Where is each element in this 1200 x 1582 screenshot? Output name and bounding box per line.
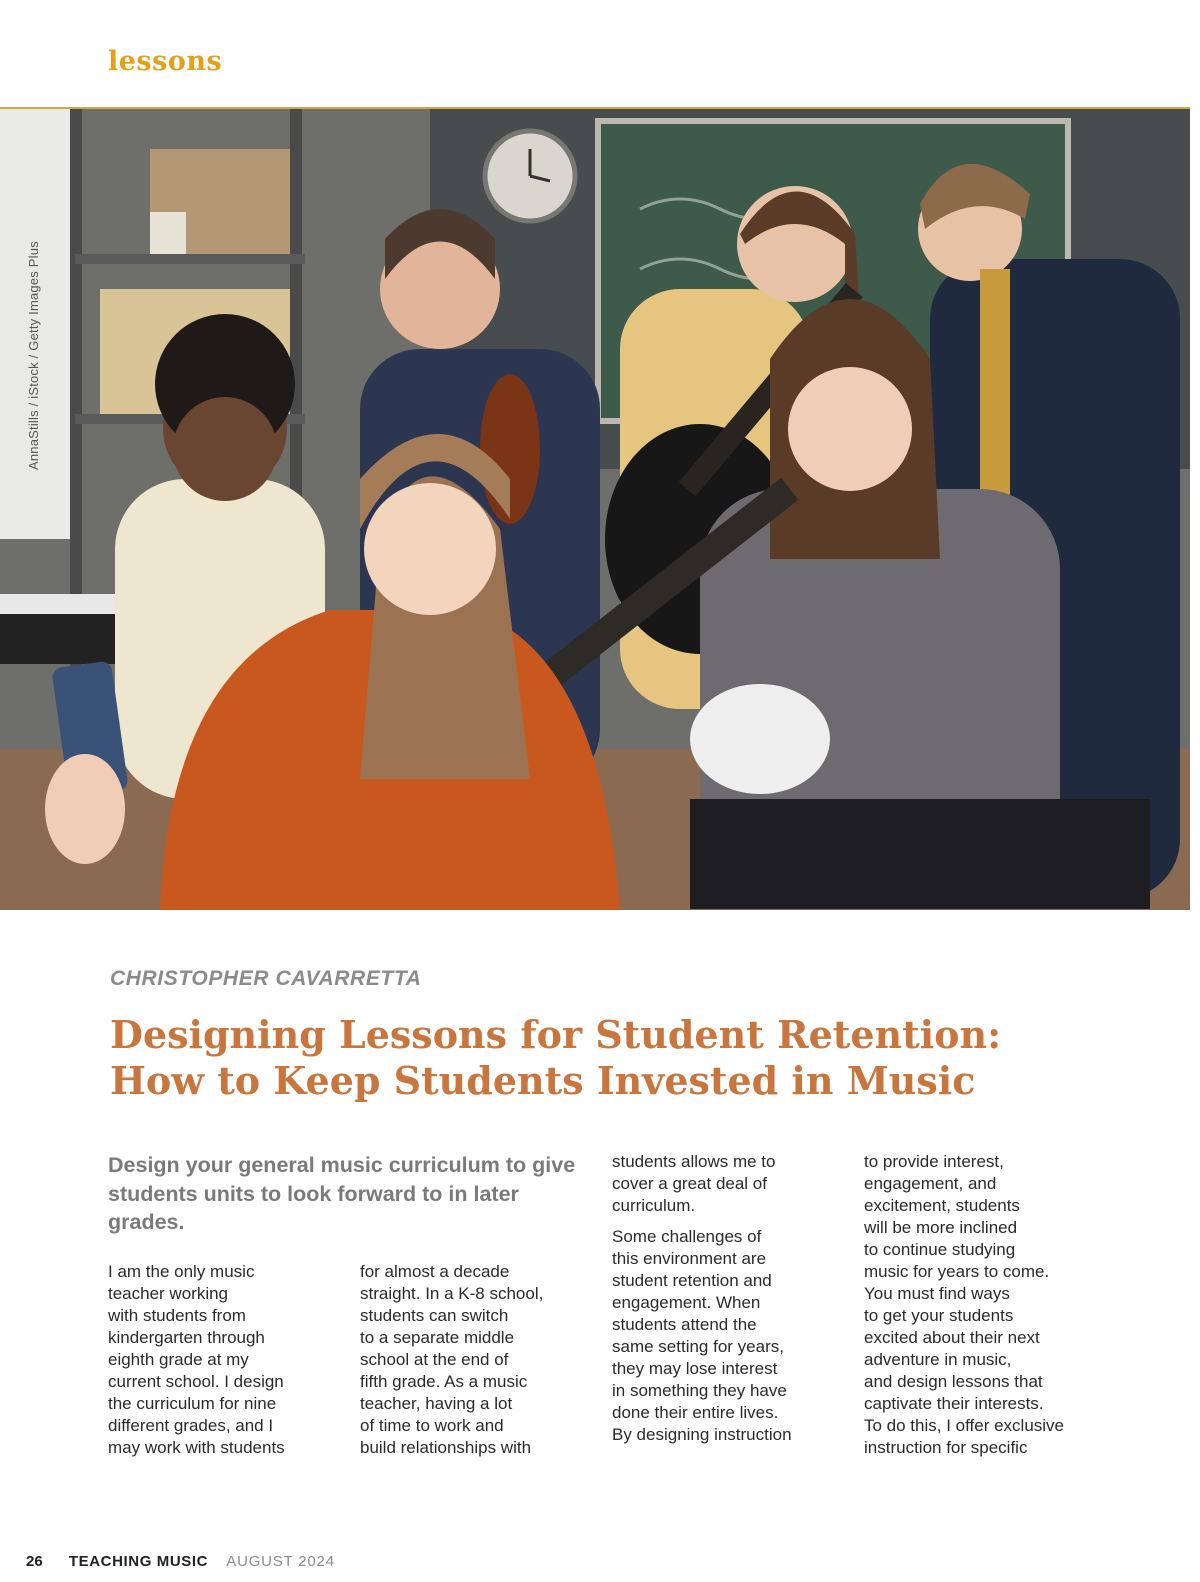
text-line: captivate their interests. — [864, 1394, 1044, 1413]
body-column-2 — [360, 1261, 600, 1468]
photo-credit: AnnaStills / iStock / Getty Images Plus — [26, 241, 41, 470]
text-line: teacher working — [108, 1284, 229, 1303]
magazine-name: TEACHING MUSIC — [68, 1553, 209, 1570]
text-line: music for years to come. — [864, 1262, 1050, 1281]
body-column-3 — [612, 1151, 852, 1455]
body-paragraph — [108, 1261, 348, 1459]
text-line: excited about their next — [864, 1328, 1040, 1347]
text-line: they may lose interest — [612, 1359, 778, 1378]
text-line: done their entire lives. — [612, 1403, 779, 1422]
section-label: lessons — [108, 46, 223, 77]
text-line: engagement. When — [612, 1293, 761, 1312]
text-line: in something they have — [612, 1381, 787, 1400]
text-line: to continue studying — [864, 1240, 1016, 1259]
classroom-photo — [0, 109, 1190, 910]
text-line: build relationships with — [360, 1438, 532, 1457]
text-line: for almost a decade — [360, 1262, 510, 1281]
text-line: same setting for years, — [612, 1337, 784, 1356]
text-line: may work with students — [108, 1438, 285, 1457]
body-column-4 — [864, 1151, 1104, 1468]
text-line: curriculum. — [612, 1196, 696, 1215]
text-line: current school. I design — [108, 1372, 284, 1391]
text-line: the curriculum for nine — [108, 1394, 277, 1413]
article-deck: Design your general music curriculum to give students units to look forward to in later grades. — [108, 1153, 576, 1234]
text-line: eighth grade at my — [108, 1350, 249, 1369]
text-line: cover a great deal of — [612, 1174, 767, 1193]
text-line: will be more inclined — [864, 1218, 1018, 1237]
text-line: to a separate middle — [360, 1328, 515, 1347]
body-paragraph — [612, 1151, 852, 1217]
text-line: straight. In a K-8 school, — [360, 1284, 544, 1303]
text-line: students attend the — [612, 1315, 757, 1334]
text-line: You must find ways — [864, 1284, 1010, 1303]
text-line: students allows me to — [612, 1152, 776, 1171]
text-line: teacher, having a lot — [360, 1394, 513, 1413]
text-line: students can switch — [360, 1306, 509, 1325]
text-line: and design lessons that — [864, 1372, 1043, 1391]
text-line: student retention and — [612, 1271, 772, 1290]
text-line: excitement, students — [864, 1196, 1020, 1215]
body-column-1 — [108, 1261, 348, 1468]
text-line: this environment are — [612, 1249, 767, 1268]
text-line: kindergarten through — [108, 1328, 265, 1347]
issue-date: AUGUST 2024 — [226, 1553, 335, 1570]
text-line: fifth grade. As a music — [360, 1372, 528, 1391]
body-paragraph — [612, 1226, 852, 1446]
body-paragraph — [360, 1261, 600, 1459]
title-line-2: How to Keep Students Invested in Music — [110, 1058, 976, 1103]
text-line: Some challenges of — [612, 1227, 762, 1246]
text-line: To do this, I offer exclusive — [864, 1416, 1065, 1435]
author-byline: CHRISTOPHER CAVARRETTA — [110, 967, 422, 990]
page-number: 26 — [26, 1553, 43, 1570]
text-line: engagement, and — [864, 1174, 997, 1193]
page-footer — [26, 1553, 335, 1570]
text-line: I am the only music — [108, 1262, 255, 1281]
text-line: of time to work and — [360, 1416, 504, 1435]
text-line: to provide interest, — [864, 1152, 1004, 1171]
text-line: to get your students — [864, 1306, 1014, 1325]
text-line: By designing instruction — [612, 1425, 792, 1444]
text-line: school at the end of — [360, 1350, 509, 1369]
text-line: different grades, and I — [108, 1416, 274, 1435]
article-title — [110, 1012, 1070, 1104]
body-paragraph — [864, 1151, 1104, 1459]
title-line-1: Designing Lessons for Student Retention: — [110, 1012, 1002, 1057]
text-line: instruction for specific — [864, 1438, 1028, 1457]
text-line: adventure in music, — [864, 1350, 1012, 1369]
text-line: with students from — [108, 1306, 246, 1325]
